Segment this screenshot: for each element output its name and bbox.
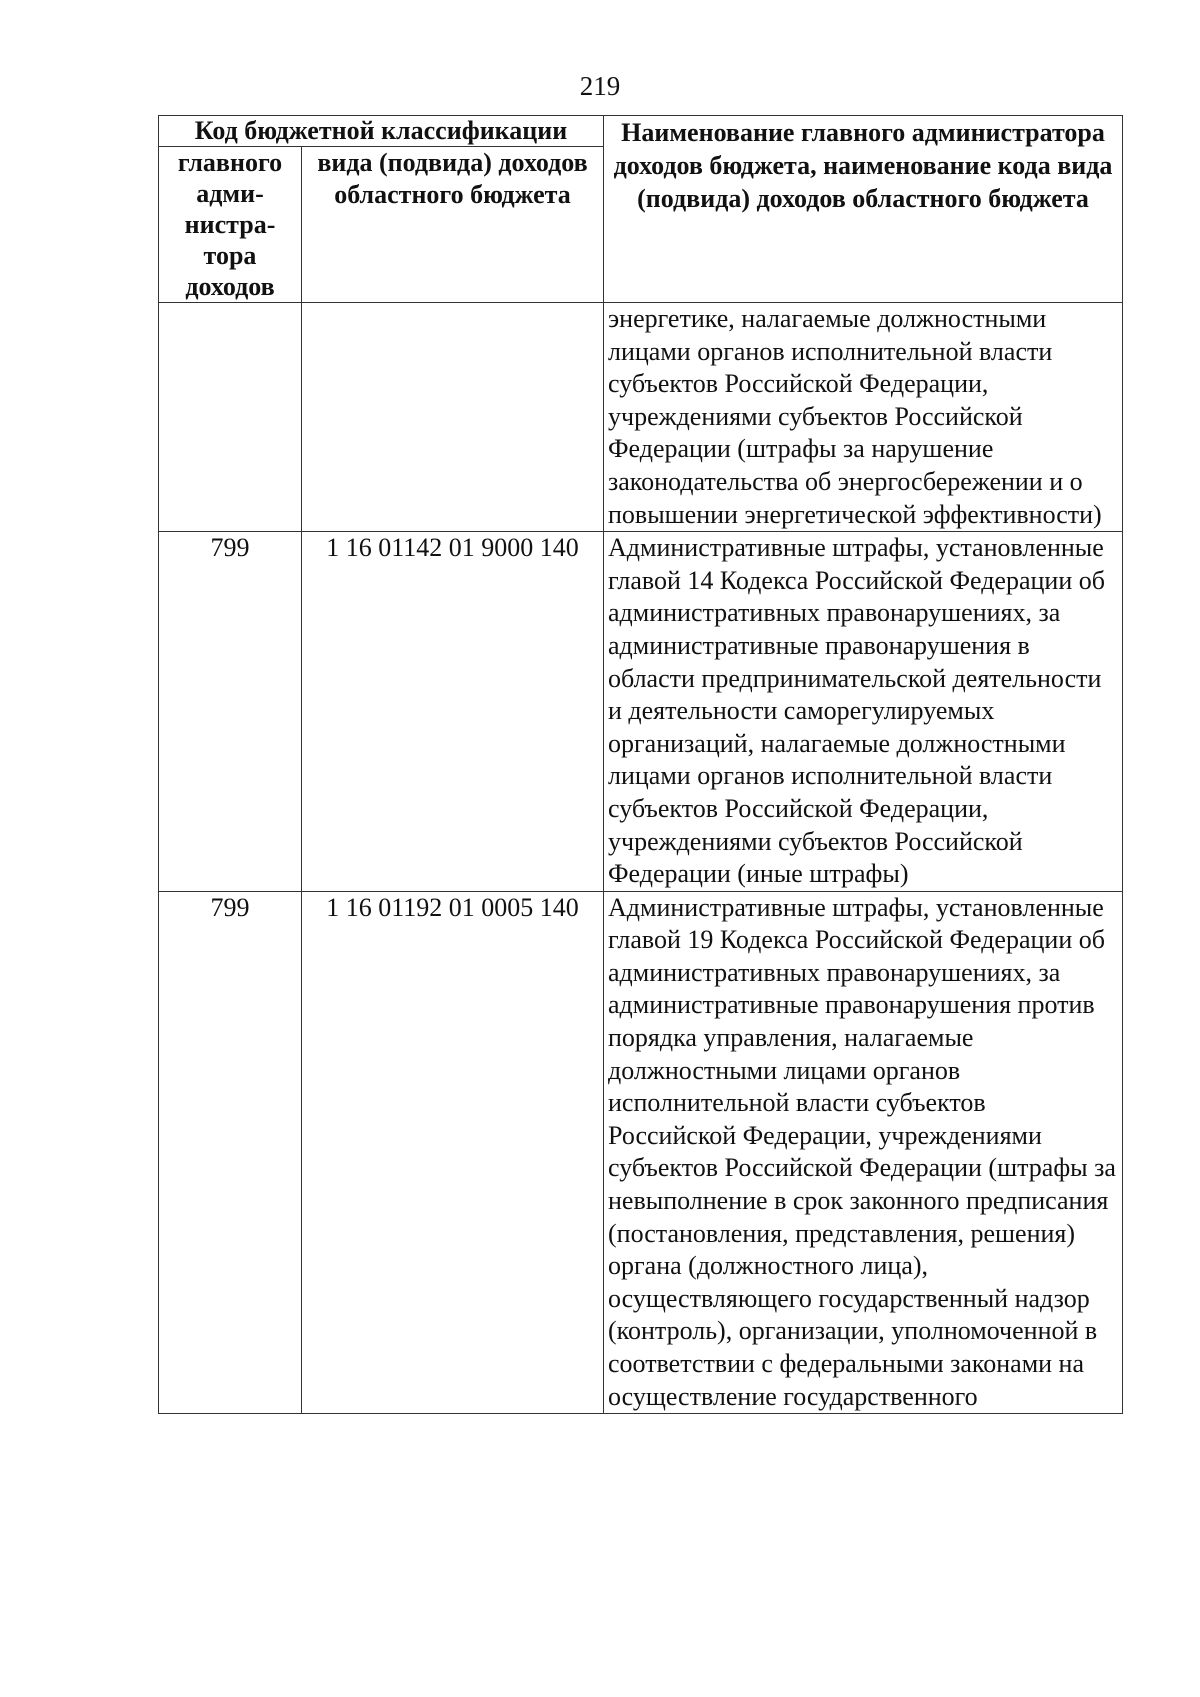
admin-code-cell	[159, 303, 302, 532]
income-kind-code-cell: 1 16 01142 01 9000 140	[302, 532, 604, 892]
table-row	[159, 891, 1123, 1414]
page-number: 219	[579, 71, 621, 101]
header-row-group	[159, 116, 1123, 147]
table-row	[159, 532, 1123, 892]
admin-code-cell: 799	[159, 532, 302, 892]
header-budget-classification-code: Код бюджетной классификации	[159, 116, 604, 147]
budget-classification-table	[158, 115, 1123, 1414]
description-cell: энергетике, налагаемые должностными лицами органов исполнительной власти субъектов Российской Федерации, учреждениями субъектов Российской Федерации (штрафы за нарушение законодательства об энергосбережении и о повышении энергетической эффективности)	[604, 303, 1123, 532]
income-kind-code-cell	[302, 303, 604, 532]
income-kind-code-cell: 1 16 01192 01 0005 140	[302, 891, 604, 1414]
description-cell: Административные штрафы, установленные главой 14 Кодекса Российской Федерации об административных правонарушениях, за административные правонарушения в области предпринимательской деятельности и деятельности саморегулируемых организаций, налагаемые должностными лицами органов исполнительной власти субъектов Российской Федерации, учреждениями субъектов Российской Федерации (иные штрафы)	[604, 532, 1123, 892]
table-row	[159, 303, 1123, 532]
description-cell: Административные штрафы, установленные главой 19 Кодекса Российской Федерации об административных правонарушениях, за административные правонарушения против порядка управления, налагаемые должностными лицами органов исполнительной власти субъектов Российской Федерации, учреждениями субъектов Российской Федерации (штрафы за невыполнение в срок законного предписания (постановления, представления, решения) органа (должностного лица), осуществляющего государственный надзор (контроль), организации, уполномоченной в соответствии с федеральными законами на осуществление государственного	[604, 891, 1123, 1414]
header-income-kind-column: вида (подвида) доходов областного бюджета	[302, 147, 604, 303]
header-name-column: Наименование главного администратора доходов бюджета, наименование кода вида (подвида) доходов областного бюджета	[604, 116, 1123, 303]
admin-code-cell: 799	[159, 891, 302, 1414]
header-main-administrator-column: главного адми-нистра-тора доходов	[159, 147, 302, 303]
